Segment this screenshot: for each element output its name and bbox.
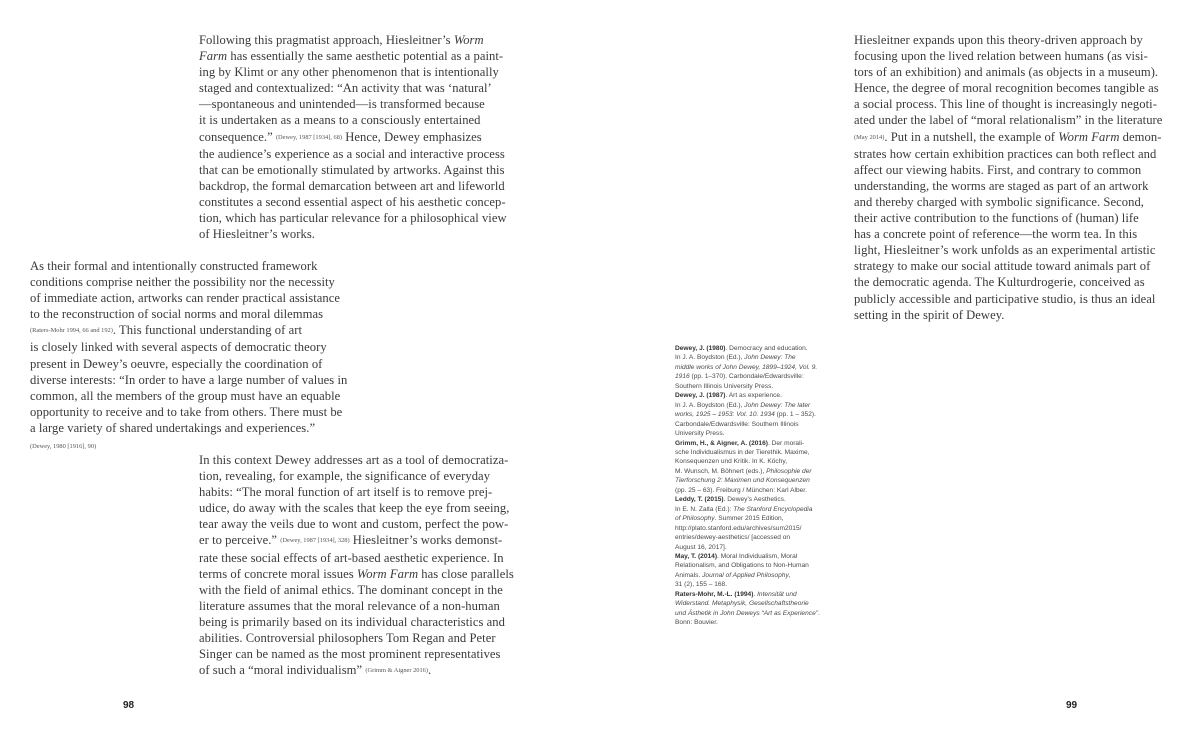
reference-entry (675, 344, 845, 391)
text-run: habits: “The moral function of art itself is to remove prej- (199, 485, 493, 500)
text-run: to the reconstruction of social norms and moral dilemmas (30, 307, 324, 322)
text-line (30, 306, 360, 322)
text-line (675, 561, 845, 570)
text-run: a large variety of shared undertakings and experiences.” (30, 420, 316, 435)
body-paragraph (199, 32, 529, 242)
text-run: conditions comprise neither the possibility nor the necessity (30, 275, 335, 290)
text-line (30, 258, 360, 274)
italic-title: works, 1925 – 1953: Vol. 10. 1934 (675, 411, 775, 419)
inline-citation: (May 2014) (854, 133, 885, 141)
italic-title: The Stanford Encyclopedia (733, 505, 813, 513)
text-run: Hence, the degree of moral recognition becomes tangible as (854, 81, 1159, 96)
text-run: . Put in a nutshell, the example of (884, 129, 1059, 144)
reference-entry (675, 391, 845, 438)
text-run: rate these social effects of art-based aesthetic experience. In (199, 550, 504, 565)
text-line (854, 242, 1184, 258)
text-run: the audience’s experience as a social and interactive process (199, 146, 505, 161)
text-line (30, 356, 360, 372)
text-run: . (753, 590, 758, 598)
text-run: has essentially the same aesthetic potential as a paint- (227, 49, 504, 64)
text-run: tear away the veils due to wont and custom, perfect the pow- (199, 517, 509, 532)
text-line (199, 516, 529, 532)
text-run: . Moral Individualism, Moral (717, 552, 798, 560)
text-line (675, 391, 845, 400)
text-line (854, 291, 1184, 307)
text-line (675, 457, 845, 466)
text-run: . Democracy and education. (725, 345, 808, 352)
inline-citation: (Dewey, 1987 [1934], 68) (275, 133, 343, 141)
text-line (854, 129, 1184, 146)
text-run: Hiesleitner expands upon this theory-driven approach by (854, 33, 1143, 47)
text-run: udice, do away with the scales that keep the eye from seeing, (199, 501, 510, 516)
reference-entry (675, 495, 845, 552)
text-run: August 16, 2017]. (675, 543, 727, 551)
text-run: 31 (2), 155 – 168. (675, 581, 728, 589)
text-line (199, 162, 529, 178)
text-line (854, 258, 1184, 274)
text-line (30, 322, 360, 339)
text-line (675, 410, 845, 419)
reference-entry (675, 439, 845, 496)
text-line (854, 162, 1184, 178)
text-line (199, 646, 529, 662)
text-line (854, 112, 1184, 128)
text-line (199, 614, 529, 630)
reference-entry (675, 590, 845, 628)
text-line (675, 486, 845, 495)
text-run: Relationalism, and Obligations to Non-Human (675, 562, 809, 570)
inline-citation: (Dewey, 1980 [1916], 90) (30, 443, 97, 451)
text-run: Southern Illinois University Press. (675, 382, 774, 390)
body-paragraph (854, 32, 1184, 323)
text-line (675, 599, 845, 608)
text-run: backdrop, the formal demarcation between art and lifeworld (199, 178, 505, 193)
text-line (199, 630, 529, 646)
reference-author: Raters-Mohr, M.-L. (1994) (675, 590, 754, 598)
text-line (199, 80, 529, 96)
text-line (199, 566, 529, 582)
body-paragraph (30, 258, 360, 455)
text-run: . (817, 609, 820, 617)
text-run: focusing upon the lived relation between humans (as visi- (854, 49, 1148, 64)
text-line (30, 290, 360, 306)
text-run: , (788, 571, 791, 579)
text-line (199, 500, 529, 516)
text-line (854, 194, 1184, 210)
text-line (199, 452, 529, 468)
text-run: has a concrete point of reference—the worm tea. In this (854, 227, 1138, 242)
text-run: . Der morali- (767, 439, 805, 447)
text-line (199, 64, 529, 80)
text-run: understanding, the worms are staged as part of an artwork (854, 178, 1149, 193)
page-number: 98 (123, 700, 135, 711)
text-run: er to perceive.” (199, 533, 281, 548)
text-run: diverse interests: “In order to have a large number of values in (30, 372, 348, 387)
text-run: terms of concrete moral issues (199, 566, 357, 581)
text-line (30, 404, 360, 420)
italic-title: middle works of John Dewey, 1899–1924, Vol. 9. (675, 363, 818, 371)
reference-author: Grimm, H., & Aigner, A. (2016) (675, 439, 768, 447)
italic-title: Intensität und (757, 590, 797, 598)
italic-title: Worm Farm (356, 566, 419, 581)
text-run: opportunity to receive and to take from others. There must be (30, 404, 343, 419)
text-line (675, 439, 845, 448)
text-run: of immediate action, artworks can render practical assistance (30, 291, 341, 306)
italic-title: Worm Farm (1058, 129, 1120, 144)
text-run: Singer can be named as the most prominent representatives (199, 647, 501, 662)
text-line (199, 129, 529, 146)
text-run: entries/dewey-aesthetics/ [accessed on (675, 534, 791, 542)
inline-citation: (Grimm & Aigner 2016) (365, 667, 428, 675)
text-line (854, 226, 1184, 242)
text-line (30, 274, 360, 290)
text-line (675, 580, 845, 589)
text-run: tion, which has particular relevance for a philosophical view (199, 211, 507, 226)
text-line (30, 388, 360, 404)
text-run: tion, revealing, for example, the significance of everyday (199, 469, 491, 484)
text-line (199, 178, 529, 194)
text-line (854, 96, 1184, 112)
text-line (199, 48, 529, 64)
text-run: . Summer 2015 Edition, (714, 515, 784, 523)
text-run: affect our viewing habits. First, and contrary to common (854, 162, 1142, 177)
text-line (199, 598, 529, 614)
text-run: http://plato.stanford.edu/archives/sum2015/ (675, 524, 802, 532)
text-run: . (427, 663, 432, 678)
text-run: demon- (1119, 129, 1162, 144)
reference-author: Dewey, J. (1980) (675, 345, 726, 352)
text-line (675, 382, 845, 391)
text-run: present in Dewey’s oeuvre, especially the coordination of (30, 356, 323, 371)
text-line (675, 590, 845, 599)
text-line (854, 146, 1184, 162)
text-run: (pp. 1–370). Carbondale/Edwardsville: (689, 373, 804, 381)
text-line (199, 96, 529, 112)
text-run: In J. A. Boydston (Ed.), (675, 354, 745, 362)
text-run: setting in the spirit of Dewey. (854, 307, 1005, 322)
text-run: tors of an exhibition) and animals (as objects in a museum). (854, 65, 1159, 80)
italic-title: John Dewey: The (744, 354, 796, 362)
text-line (854, 210, 1184, 226)
text-line (854, 307, 1184, 323)
text-run: ing by Klimt or any other phenomenon that is intentionally (199, 65, 499, 80)
text-line (675, 495, 845, 504)
text-run: (pp. 1 – 352). (774, 411, 816, 419)
text-run: publicly accessible and participative studio, is thus an ideal (854, 291, 1156, 306)
text-run: In this context Dewey addresses art as a tool of democratiza- (199, 453, 509, 467)
text-line (675, 552, 845, 561)
text-line (675, 429, 845, 438)
text-run: abilities. Controversial philosophers Tom Regan and Peter (199, 631, 496, 646)
text-run: Bonn: Bouvier. (675, 619, 718, 627)
text-line (30, 420, 360, 436)
text-line (199, 32, 529, 48)
page-number: 99 (1066, 700, 1078, 711)
text-line (675, 524, 845, 533)
body-paragraph (199, 452, 529, 679)
text-run: is closely linked with several aspects of democratic theory (30, 340, 327, 355)
text-run: of such a “moral individualism” (199, 663, 366, 678)
inline-citation: (Raters-Mohr 1994, 66 and 192) (30, 327, 113, 335)
text-run: Animals. (675, 571, 703, 579)
text-line (675, 372, 845, 381)
reference-author: Dewey, J. (1987) (675, 392, 726, 400)
text-line (199, 194, 529, 210)
text-line (675, 476, 845, 485)
text-line (675, 353, 845, 362)
text-run: Carbondale/Edwardsville: Southern Illinois (675, 420, 799, 428)
text-run: with the field of animal ethics. The dominant concept in the (199, 582, 503, 597)
text-line (199, 468, 529, 484)
text-run: . Dewey’s Aesthetics. (723, 496, 786, 504)
text-run: the democratic agenda. The Kulturdrogerie, conceived as (854, 275, 1145, 290)
text-line (675, 363, 845, 372)
text-run: strates how certain exhibition practices can both reflect and (854, 146, 1157, 161)
text-run: consequence.” (199, 129, 276, 144)
text-run: As their formal and intentionally constructed framework (30, 259, 318, 273)
references-list (675, 344, 845, 628)
text-line (675, 505, 845, 514)
text-run: being is primarily based on its individual characteristics and (199, 614, 505, 629)
text-line (199, 662, 529, 679)
text-line (854, 32, 1184, 48)
text-run: their active contribution to the functions of (human) life (854, 211, 1139, 226)
text-run: Hence, Dewey emphasizes (342, 129, 482, 144)
text-line (675, 533, 845, 542)
text-run: University Press. (675, 430, 725, 438)
text-line (199, 550, 529, 566)
text-run: Konsequenzen und Kritik. In K. Köchy, (675, 458, 788, 466)
italic-title: John Dewey: The later (744, 401, 811, 409)
reference-author: Leddy, T. (2015) (675, 496, 724, 504)
text-run: has close parallels (418, 566, 514, 581)
italic-title: Worm (453, 33, 484, 47)
text-run: strategy to make our social attitude toward animals part of (854, 259, 1151, 274)
italic-title: Tierforschung 2: Maximen und Konsequenzen (675, 477, 810, 485)
text-line (675, 401, 845, 410)
text-line (854, 178, 1184, 194)
text-run: . This functional understanding of art (112, 323, 303, 338)
reference-author: May, T. (2014) (675, 552, 718, 560)
text-run: constitutes a second essential aspect of his aesthetic concep- (199, 194, 506, 209)
text-run: of Hiesleitner’s works. (199, 227, 315, 242)
text-run: Hiesleitner’s works demonst- (349, 533, 503, 548)
text-line (199, 582, 529, 598)
text-run: ated under the label of “moral relationalism” in the literature (854, 113, 1163, 128)
text-line (854, 274, 1184, 290)
text-line (854, 64, 1184, 80)
italic-title: Farm (199, 49, 228, 64)
italic-title: Philosophie der (766, 467, 812, 475)
text-run: common, all the members of the group must have an equable (30, 388, 341, 403)
text-line (675, 618, 845, 627)
text-run: it is undertaken as a means to a consciously entertained (199, 113, 481, 128)
text-run: Following this pragmatist approach, Hiesleitner’s (199, 33, 454, 47)
text-run: that can be emotionally stimulated by artworks. Against this (199, 162, 505, 177)
text-line (199, 226, 529, 242)
text-line (675, 467, 845, 476)
text-run: (pp. 25 – 63). Freiburg / München: Karl Alber. (675, 486, 807, 494)
text-run: and thereby charged with symbolic significance. Second, (854, 194, 1144, 209)
text-line (854, 48, 1184, 64)
text-run: . Art as experience. (725, 392, 782, 400)
text-line (675, 420, 845, 429)
italic-title: Widerstand. Metaphysik, Gesellschaftstheorie (675, 600, 809, 608)
right-page (600, 0, 1200, 743)
text-line (199, 484, 529, 500)
text-run: a social process. This line of thought is increasingly negoti- (854, 97, 1157, 112)
text-run: In E. N. Zalta (Ed.): (675, 505, 734, 513)
reference-entry (675, 552, 845, 590)
italic-title: of Philosophy (675, 515, 715, 523)
text-line (675, 514, 845, 523)
text-line (199, 146, 529, 162)
text-run: sche Individualismus in der Tierethik. Maxime, (675, 448, 810, 456)
text-line (30, 372, 360, 388)
text-run: In J. A. Boydston (Ed.), (675, 401, 745, 409)
text-line (199, 112, 529, 128)
text-line (854, 80, 1184, 96)
text-line (199, 210, 529, 226)
text-line (675, 609, 845, 618)
text-line (30, 339, 360, 355)
text-line (675, 571, 845, 580)
text-run: —spontaneous and unintended—is transformed because (199, 97, 485, 112)
text-line (675, 543, 845, 552)
text-run: M. Wunsch, M. Böhnert (eds.), (675, 467, 767, 475)
italic-title: 1916 (675, 373, 690, 381)
text-run: staged and contextualized: “An activity that was ‘natural’ (199, 81, 492, 96)
italic-title: Journal of Applied Philosophy (702, 571, 789, 579)
inline-citation: (Dewey, 1987 [1934], 328) (280, 537, 350, 545)
text-run: literature assumes that the moral relevance of a non-human (199, 598, 500, 613)
italic-title: und Ästhetik in John Deweys “Art as Experience” (675, 609, 818, 617)
text-line (675, 344, 845, 353)
text-line (199, 532, 529, 549)
text-run: light, Hiesleitner’s work unfolds as an experimental artistic (854, 243, 1156, 258)
text-line (675, 448, 845, 457)
